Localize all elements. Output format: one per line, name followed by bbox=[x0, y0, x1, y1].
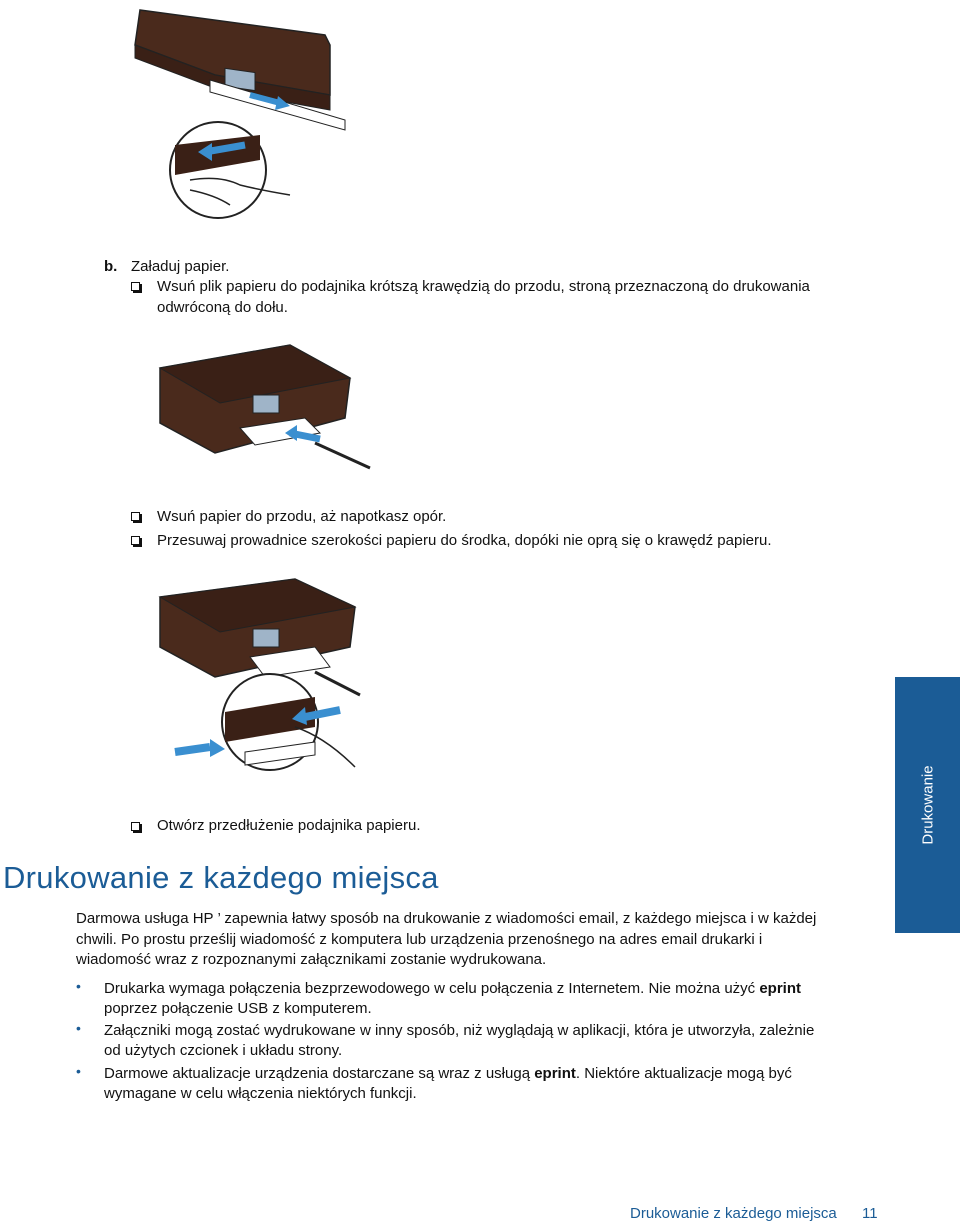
bullet-3-bold: eprint bbox=[534, 1065, 576, 1082]
checkbox-icon bbox=[131, 536, 140, 545]
page-number: 11 bbox=[862, 1205, 878, 1222]
bullet-2-line-2: od użytych czcionek i układu strony. bbox=[104, 1042, 343, 1059]
chapter-side-tab bbox=[895, 677, 960, 933]
bullet-icon: • bbox=[76, 1020, 81, 1036]
checklist-item-1-line-1: Wsuń plik papieru do podajnika krótszą krawędzią do przodu, stroną przeznaczoną do drukowania bbox=[157, 278, 810, 295]
bullet-1-line-1 bbox=[104, 978, 801, 999]
checklist-item-4: Otwórz przedłużenie podajnika papieru. bbox=[157, 817, 421, 834]
paragraph-line-2: chwili. Po prostu prześlij wiadomość z komputera lub urządzenia przenośnego na adres email drukarki i bbox=[76, 931, 763, 948]
bullet-3-text-tail: . Niektóre aktualizacje mogą być bbox=[575, 1065, 792, 1082]
checkbox-icon bbox=[131, 282, 140, 291]
footer-section-title: Drukowanie z każdego miejsca bbox=[630, 1205, 837, 1222]
paragraph-line-3: wiadomość wraz z rozpoznanymi załącznikami zostanie wydrukowana. bbox=[76, 951, 547, 968]
section-heading: Drukowanie z każdego miejsca bbox=[3, 860, 439, 895]
checklist-item-3: Przesuwaj prowadnice szerokości papieru do środka, dopóki nie oprą się o krawędź papieru. bbox=[157, 532, 772, 549]
bullet-3-text: Darmowe aktualizacje urządzenia dostarczane są wraz z usługą bbox=[104, 1065, 535, 1082]
paragraph-line-1: Darmowa usługa HP ’ zapewnia łatwy sposób na drukowanie z wiadomości email, z każdego miejsca i w każdej bbox=[76, 910, 817, 927]
bullet-icon: • bbox=[76, 978, 81, 994]
step-b-label: b. bbox=[104, 258, 118, 275]
bullet-1-text: Drukarka wymaga połączenia bezprzewodowego w celu połączenia z Internetem. Nie można użyć bbox=[104, 980, 760, 997]
step-b-text: Załaduj papier. bbox=[131, 258, 230, 275]
bullet-1-line-2: poprzez połączenie USB z komputerem. bbox=[104, 1000, 372, 1017]
chapter-side-tab-label: Drukowanie bbox=[919, 765, 936, 845]
printer-illustration-paper-guides bbox=[155, 577, 365, 777]
bullet-3-line-2: wymagane w celu włączenia niektórych funkcji. bbox=[104, 1085, 417, 1102]
checkbox-icon bbox=[131, 512, 140, 521]
printer-illustration-open-tray bbox=[130, 0, 360, 220]
bullet-2-line-1: Załączniki mogą zostać wydrukowane w inny sposób, niż wyglądają w aplikacji, która je utworzyła, zależnie bbox=[104, 1022, 815, 1039]
checklist-item-1-line-2: odwróconą do dołu. bbox=[157, 299, 288, 316]
checklist-item-2: Wsuń papier do przodu, aż napotkasz opór. bbox=[157, 508, 447, 525]
checkbox-icon bbox=[131, 822, 140, 831]
bullet-icon: • bbox=[76, 1063, 81, 1079]
printer-illustration-insert-paper bbox=[155, 343, 375, 473]
bullet-1-bold: eprint bbox=[759, 980, 801, 997]
bullet-3-line-1 bbox=[104, 1063, 792, 1084]
